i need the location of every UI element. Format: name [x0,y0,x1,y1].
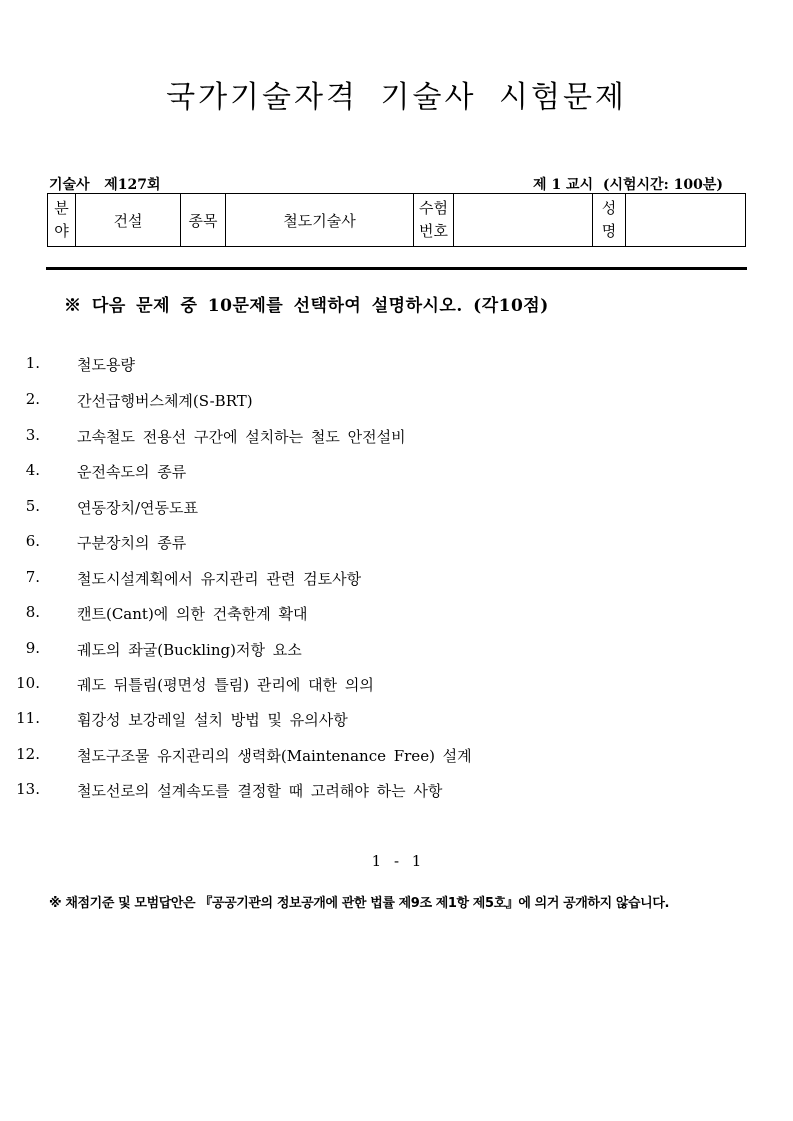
divider-rule [46,267,747,270]
exam-period-time: 제 1 교시 (시험시간: 100분) [533,177,723,193]
question-text: 궤도의 좌굴(Buckling)저항 요소 [77,641,302,659]
question-number: 1. [25,354,40,372]
question-number: 11. [16,709,40,727]
exam-session: 기술사 제127회 [49,177,161,193]
exam-number-label-cell [414,194,454,247]
question-number: 5. [25,497,40,515]
question-number: 12. [16,745,40,763]
name-label-line2: 명 [601,222,617,240]
name-label-cell [593,194,626,247]
question-number: 13. [16,780,40,798]
question-text: 구분장치의 종류 [77,534,187,552]
question-text: 고속철도 전용선 구간에 설치하는 철도 안전설비 [77,428,406,446]
question-text: 철도시설계획에서 유지관리 관련 검토사항 [77,570,362,588]
question-text: 철도선로의 설계속도를 결정할 때 고려해야 하는 사항 [77,782,443,800]
exam-number-label-line1: 수험 [419,199,448,217]
page-number: 1 - 1 [371,852,422,870]
exam-number-value[interactable] [454,194,593,247]
question-text: 캔트(Cant)에 의한 건축한계 확대 [77,605,308,623]
question-text: 철도용량 [77,356,135,374]
exam-info-table [47,193,746,247]
field-label-cell [48,194,76,247]
question-text: 연동장치/연동도표 [77,499,198,517]
exam-number-label-line2: 번호 [419,222,448,240]
name-value[interactable] [626,194,746,247]
question-text: 궤도 뒤틀림(평면성 틀림) 관리에 대한 의의 [77,676,374,694]
question-number: 7. [25,568,40,586]
question-text: 운전속도의 종류 [77,463,187,481]
category-label: 종목 [181,194,226,247]
question-text: 휨강성 보강레일 설치 방법 및 유의사항 [77,711,348,729]
page-title: 국가기술자격 기술사 시험문제 [166,80,627,115]
field-value: 건설 [76,194,181,247]
question-number: 6. [25,532,40,550]
question-number: 8. [25,603,40,621]
question-text: 철도구조물 유지관리의 생력화(Maintenance Free) 설계 [77,747,472,765]
footnote: ※ 채점기준 및 모범답안은 『공공기관의 정보공개에 관한 법률 제9조 제1항 제5호』에 의거 공개하지 않습니다. [49,896,670,911]
question-text: 간선급행버스체계(S-BRT) [77,392,253,410]
instruction-text: ※ 다음 문제 중 10문제를 선택하여 설명하시오. (각10점) [64,296,549,316]
name-label-line1: 성 [601,199,617,217]
question-number: 2. [25,390,40,408]
question-number: 3. [25,426,40,444]
question-number: 10. [16,674,40,692]
question-number: 9. [25,639,40,657]
field-label-line2: 야 [54,222,69,240]
field-label-line1: 분 [54,199,69,217]
question-number: 4. [25,461,40,479]
category-value: 철도기술사 [226,194,414,247]
